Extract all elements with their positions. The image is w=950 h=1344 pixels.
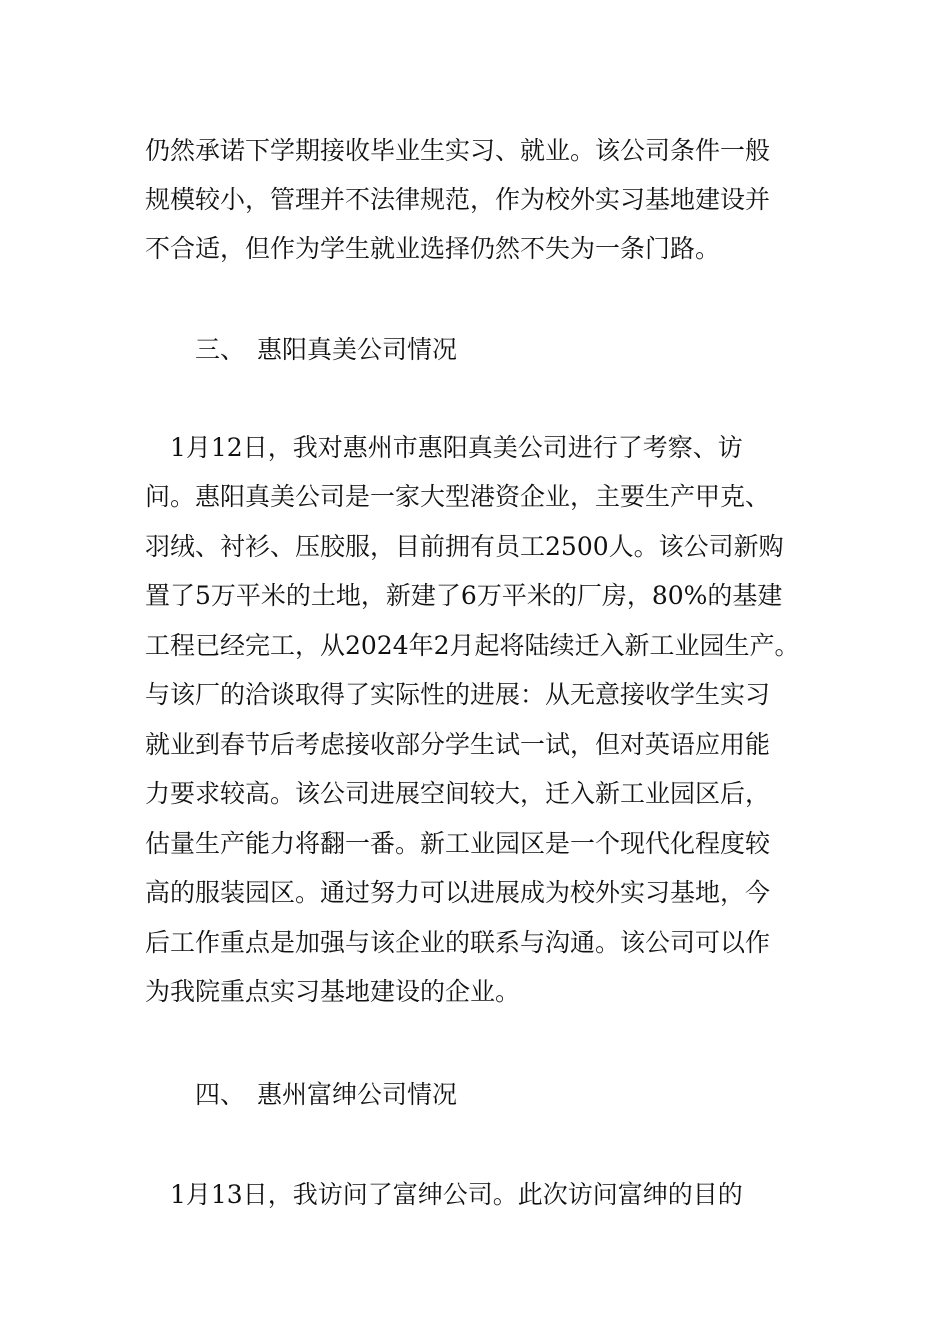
- paragraph2-line-3: 羽绒、衬衫、压胶服，目前拥有员工2500人。该公司新购: [145, 532, 784, 561]
- paragraph3-line-1: 1月13日，我访问了富绅公司。此次访问富绅的目的: [145, 1180, 743, 1209]
- paragraph2-line-9: 估量生产能力将翻一番。新工业园区是一个现代化程度较: [145, 829, 771, 858]
- section4-number: 四、: [195, 1080, 246, 1109]
- paragraph2-line-1: 1月12日，我对惠州市惠阳真美公司进行了考察、访: [145, 433, 743, 462]
- section3-heading: [195, 335, 457, 365]
- paragraph2-line-4: 置了5万平米的土地，新建了6万平米的厂房，80%的基建: [145, 581, 783, 610]
- paragraph1-line-2: 规模较小，管理并不法律规范，作为校外实习基地建设并: [145, 185, 771, 214]
- paragraph2-line-5: 工程已经完工，从2024年2月起将陆续迁入新工业园生产。: [145, 631, 800, 660]
- paragraph2-line-7: 就业到春节后考虑接收部分学生试一试，但对英语应用能: [145, 730, 771, 759]
- section3-number: 三、: [195, 335, 246, 364]
- paragraph2-line-12: 为我院重点实习基地建设的企业。: [145, 977, 521, 1006]
- paragraph2-line-2: 问。惠阳真美公司是一家大型港资企业，主要生产甲克、: [145, 482, 771, 511]
- section3-title: 惠阳真美公司情况: [257, 335, 458, 364]
- paragraph2-line-8: 力要求较高。该公司进展空间较大，迁入新工业园区后，: [145, 779, 771, 808]
- paragraph2-line-6: 与该厂的洽谈取得了实际性的进展：从无意接收学生实习: [145, 680, 771, 709]
- paragraph2-line-10: 高的服装园区。通过努力可以进展成为校外实习基地，今: [145, 878, 771, 907]
- section4-heading: [195, 1080, 457, 1110]
- paragraph1-line-3: 不合适，但作为学生就业选择仍然不失为一条门路。: [145, 234, 721, 263]
- paragraph2-line-11: 后工作重点是加强与该企业的联系与沟通。该公司可以作: [145, 928, 771, 957]
- section4-title: 惠州富绅公司情况: [257, 1080, 458, 1109]
- paragraph1-line-1: 仍然承诺下学期接收毕业生实习、就业。该公司条件一般: [145, 136, 771, 165]
